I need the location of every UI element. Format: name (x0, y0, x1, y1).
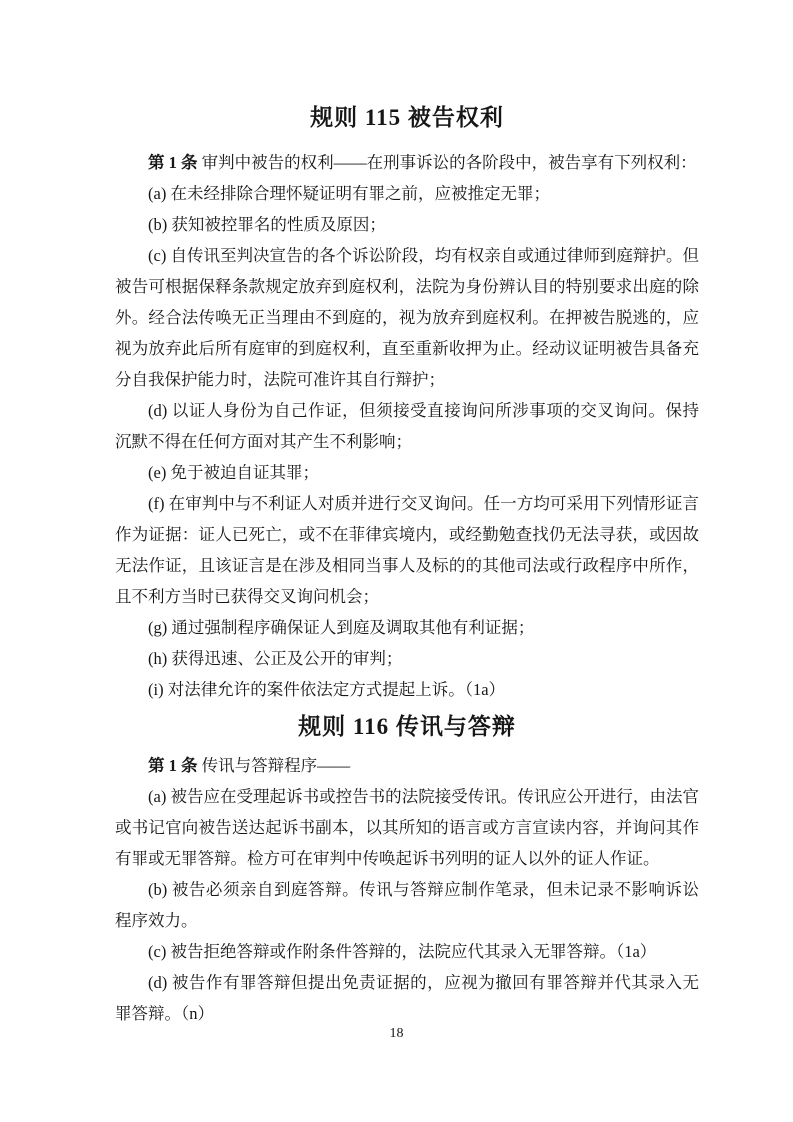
rule-116-article-1-heading (115, 750, 699, 781)
rule-115-title: 规则 115 被告权利 (310, 105, 504, 130)
rule-116-item-c: (c) 被告拒绝答辩或作附条件答辩的，法院应代其录入无罪答辩。（1a） (148, 942, 657, 961)
rule-116-item-a: (a) 被告应在受理起诉书或控告书的法院接受传讯。传讯应公开进行，由法官或书记官向被告送达起诉书副本，以其所知的语言或方言宣读内容，并询问其作有罪或无罪答辩。检方可在审判中传唤起诉书列明的证人以外的证人作证。 (115, 787, 699, 868)
rule-115-item-c: (c) 自传讯至判决宣告的各个诉讼阶段，均有权亲自或通过律师到庭辩护。但被告可根据保释条款规定放弃到庭权利，法院为身份辨认目的特别要求出庭的除外。经合法传唤无正当理由不到庭的，视为放弃到庭权利。在押被告脱逃的，应视为放弃此后所有庭审的到庭权利，直至重新收押为止。经动议证明被告具备充分自我保护能力时，法院可准许其自行辩护； (115, 246, 699, 389)
article-heading-text: 传讯与答辩程序—— (197, 756, 351, 775)
document-content (115, 101, 699, 1029)
rule-115-item-i: (i) 对法律允许的案件依法定方式提起上诉。（1a） (148, 680, 506, 699)
rule-116-title: 规则 116 传讯与答辩 (298, 714, 516, 739)
rule-115-item-f: (f) 在审判中与不利证人对质并进行交叉询问。任一方均可采用下列情形证言作为证据：证人已死亡，或不在菲律宾境内，或经勤勉查找仍无法寻获，或因故无法作证，且该证言是在涉及相同当事人及标的的其他司法或行政程序中所作，且不利方当时已获得交叉询问机会； (115, 494, 699, 606)
rule-116-item-d: (d) 被告作有罪答辩但提出免责证据的，应视为撤回有罪答辩并代其录入无罪答辩。（n） (115, 973, 699, 1023)
rule-115-item-h: (h) 获得迅速、公正及公开的审判； (148, 649, 403, 668)
rule-115-item-b: (b) 获知被控罪名的性质及原因； (148, 215, 386, 234)
article-number-label: 第 1 条 (148, 153, 198, 172)
article-heading-text: 审判中被告的权利——在刑事诉讼的各阶段中，被告享有下列权利： (197, 153, 697, 172)
rule-115-item-a: (a) 在未经排除合理怀疑证明有罪之前，应被推定无罪； (148, 184, 550, 203)
rule-115-item-d: (d) 以证人身份为自己作证，但须接受直接询问所涉事项的交叉询问。保持沉默不得在任何方面对其产生不利影响； (115, 401, 699, 451)
rule-115-article-1-heading (115, 147, 699, 178)
page-number: 18 (389, 1026, 404, 1041)
article-number-label: 第 1 条 (148, 756, 198, 775)
rule-115-item-e: (e) 免于被迫自证其罪； (148, 463, 319, 482)
rule-115-item-g: (g) 通过强制程序确保证人到庭及调取其他有利证据； (148, 618, 535, 637)
rule-116-item-b: (b) 被告必须亲自到庭答辩。传讯与答辩应制作笔录，但未记录不影响诉讼程序效力。 (115, 880, 699, 930)
